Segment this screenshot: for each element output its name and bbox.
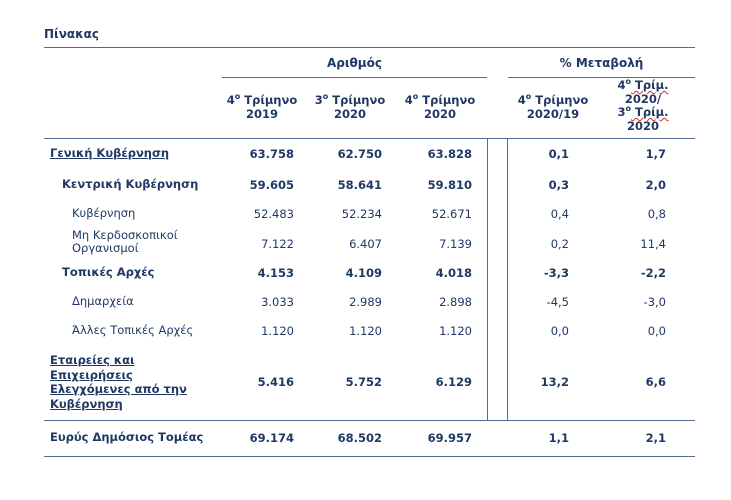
cell-general-government-change-qoq: 1,7 [645,147,666,161]
row-label-local-authorities: Τοπικές Αρχές [62,265,155,279]
rule-top [44,47,695,48]
rule-count-group [222,77,487,78]
cell-non-profit-change-yoy: 0,2 [550,237,569,251]
cell-local-authorities-change-qoq: -2,2 [640,266,666,280]
cell-other-local-q3-2020: 1.120 [349,324,382,338]
cell-government-q3-2020: 52.234 [341,207,382,221]
row-label-municipalities: Δημαρχεία [72,294,134,308]
cell-non-profit-q4-2019: 7.122 [261,237,294,251]
rule-bottom [44,456,695,457]
cell-government-q4-2019: 52.483 [253,207,294,221]
rule-header-bottom [44,138,695,139]
group-header-count: Αριθμός [327,56,382,70]
cell-local-authorities-change-yoy: -3,3 [543,266,569,280]
cell-broad-public-sector-q4-2019: 69.174 [249,431,294,445]
cell-general-government-q3-2020: 62.750 [337,147,382,161]
cell-other-local-change-yoy: 0,0 [550,324,569,338]
cell-controlled-companies-q4-2019: 5.416 [257,375,294,389]
cell-central-government-change-yoy: 0,3 [548,178,569,192]
cell-controlled-companies-q4-2020: 6.129 [435,375,472,389]
row-label-broad-public-sector: Ευρύς Δημόσιος Τομέας [50,430,204,444]
cell-central-government-q4-2019: 59.605 [249,178,294,192]
cell-local-authorities-q3-2020: 4.109 [345,266,382,280]
column-header-change-q4-q3: $4^o$ Τρίμ. 2020/ $3^o$ Τρίμ. 2020 [617,77,669,133]
cell-non-profit-q3-2020: 6.407 [349,237,382,251]
cell-local-authorities-q4-2019: 4.153 [257,266,294,280]
cell-non-profit-change-qoq: 11,4 [640,237,666,251]
separator-right [507,138,508,420]
cell-municipalities-q3-2020: 2.989 [349,295,382,309]
cell-other-local-change-qoq: 0,0 [647,324,666,338]
column-header-q3-2020: $3^o$ Τρίμηνο 2020 [314,92,386,121]
row-label-government-controlled-companies: Εταιρείες και Επιχειρήσεις Ελεγχόμενες από την Κυβέρνηση [50,353,187,411]
column-header-q4-2019: $4^o$ Τρίμηνο 2019 [226,92,298,121]
cell-local-authorities-q4-2020: 4.018 [435,266,472,280]
column-header-q4-2020: $4^o$ Τρίμηνο 2020 [404,92,476,121]
cell-controlled-companies-q3-2020: 5.752 [345,375,382,389]
group-header-change: % Μεταβολή [559,56,644,70]
cell-central-government-q3-2020: 58.641 [337,178,382,192]
row-label-other-local-authorities: Άλλες Τοπικές Αρχές [72,323,194,337]
separator-left [487,138,488,420]
cell-general-government-q4-2019: 63.758 [249,147,294,161]
row-label-non-profit-organizations: Μη Κερδοσκοπικοί Οργανισμοί [72,228,178,255]
row-label-government: Κυβέρνηση [72,206,136,220]
column-header-change-2020-19: $4^o$ Τρίμηνο 2020/19 [517,92,589,121]
cell-other-local-q4-2020: 1.120 [439,324,472,338]
cell-municipalities-change-yoy: -4,5 [546,295,569,309]
cell-general-government-q4-2020: 63.828 [427,147,472,161]
cell-non-profit-q4-2020: 7.139 [439,237,472,251]
cell-municipalities-change-qoq: -3,0 [643,295,666,309]
cell-broad-public-sector-q3-2020: 68.502 [337,431,382,445]
cell-broad-public-sector-q4-2020: 69.957 [427,431,472,445]
cell-broad-public-sector-change-qoq: 2,1 [645,431,666,445]
table-caption: Πίνακας [44,27,100,41]
cell-broad-public-sector-change-yoy: 1,1 [548,431,569,445]
cell-municipalities-q4-2019: 3.033 [261,295,294,309]
cell-government-q4-2020: 52.671 [431,207,472,221]
cell-controlled-companies-change-qoq: 6,6 [645,375,666,389]
cell-other-local-q4-2019: 1.120 [261,324,294,338]
row-label-general-government: Γενική Κυβέρνηση [50,146,170,160]
cell-central-government-q4-2020: 59.810 [427,178,472,192]
row-label-central-government: Κεντρική Κυβέρνηση [62,177,199,191]
rule-total-top [44,420,695,421]
cell-central-government-change-qoq: 2,0 [645,178,666,192]
cell-general-government-change-yoy: 0,1 [548,147,569,161]
cell-municipalities-q4-2020: 2.898 [439,295,472,309]
cell-government-change-qoq: 0,8 [647,207,666,221]
cell-government-change-yoy: 0,4 [550,207,569,221]
cell-controlled-companies-change-yoy: 13,2 [540,375,569,389]
